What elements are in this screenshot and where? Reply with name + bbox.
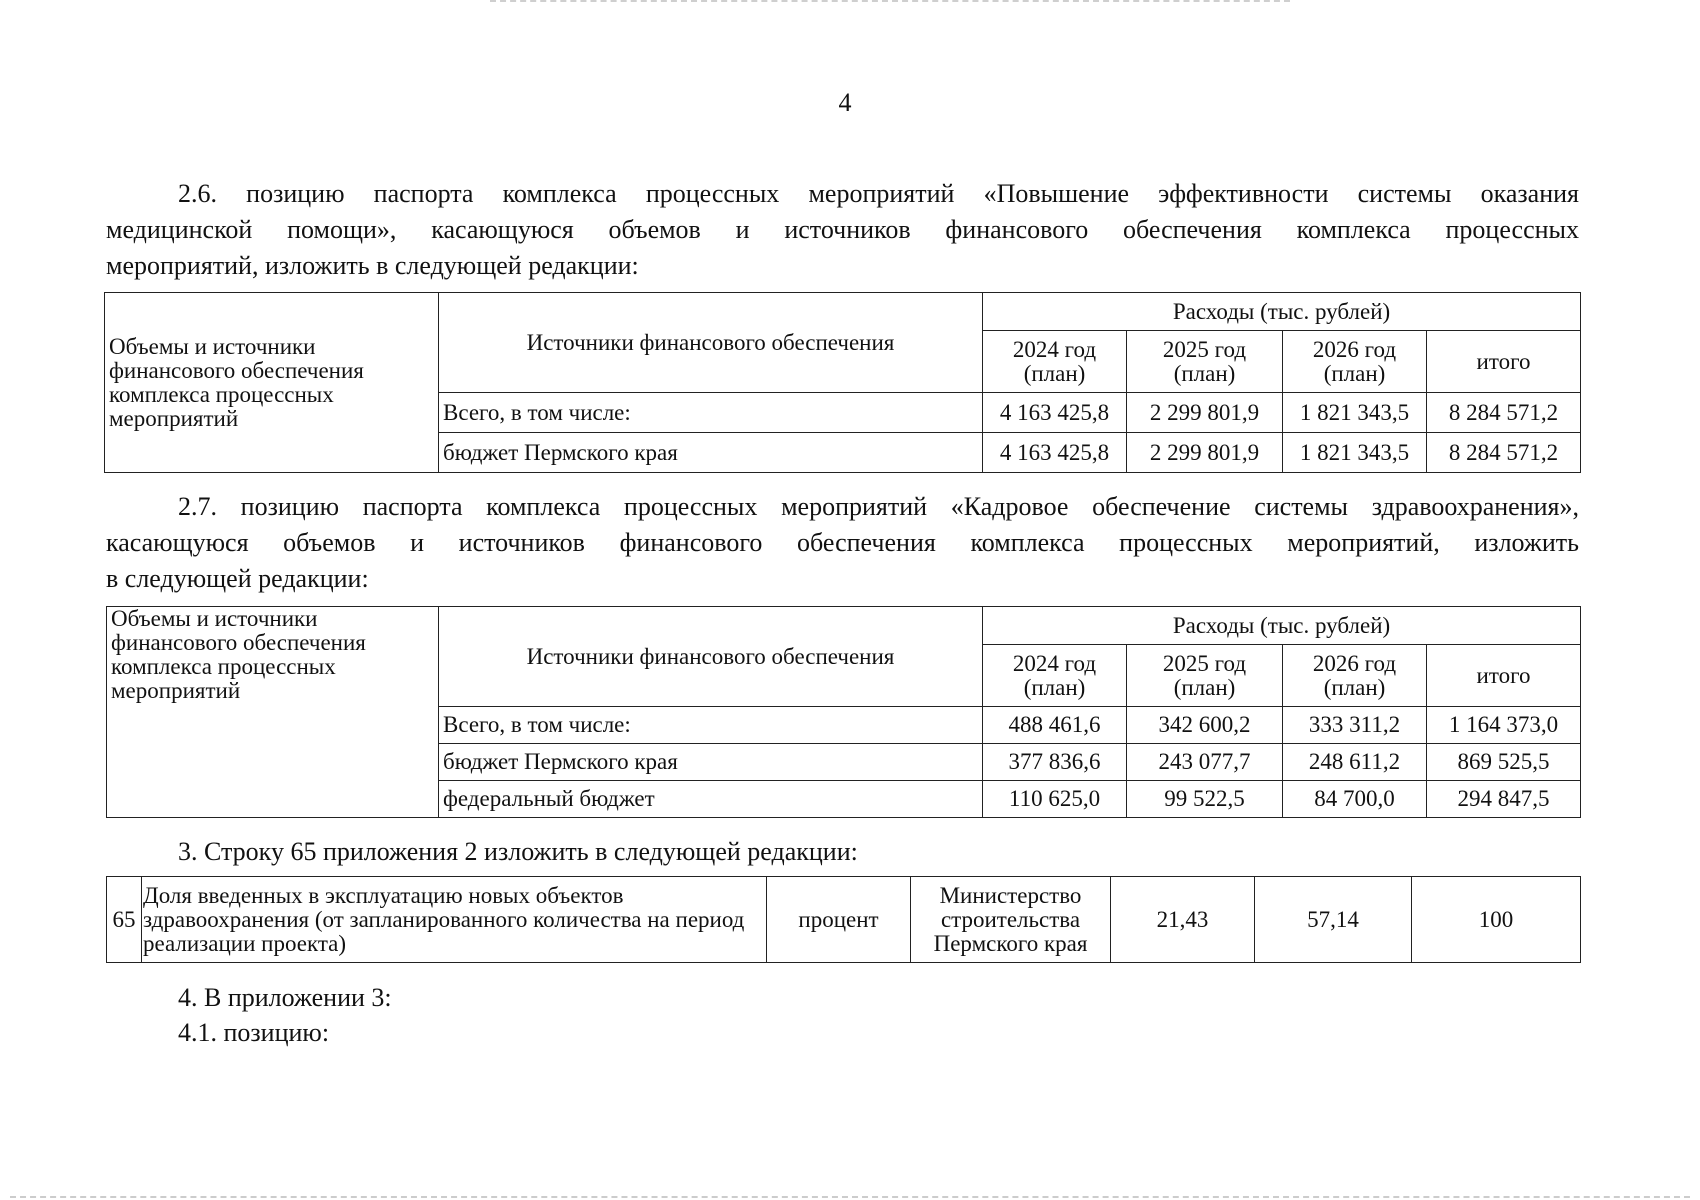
expenses-header: Расходы (тыс. рублей) bbox=[983, 607, 1581, 645]
source-cell: бюджет Пермского края bbox=[439, 433, 983, 473]
col-header-2025: 2025 год (план) bbox=[1127, 645, 1283, 707]
sources-header: Источники финансового обеспечения bbox=[439, 607, 983, 707]
col-header-2025: 2025 год (план) bbox=[1127, 331, 1283, 393]
value-total: 294 847,5 bbox=[1427, 781, 1581, 818]
value-2: 57,14 bbox=[1255, 877, 1412, 963]
col-header-total: итого bbox=[1427, 331, 1581, 393]
page-number: 4 bbox=[838, 88, 852, 117]
value-2024: 377 836,6 bbox=[983, 744, 1127, 781]
page-edge-top bbox=[490, 0, 1290, 4]
value-2024: 110 625,0 bbox=[983, 781, 1127, 818]
value-2025: 243 077,7 bbox=[1127, 744, 1283, 781]
table-row bbox=[107, 877, 1581, 963]
value-2025: 2 299 801,9 bbox=[1127, 393, 1283, 433]
col-header-2026: 2026 год (план) bbox=[1283, 645, 1427, 707]
col-header-2024: 2024 год (план) bbox=[983, 331, 1127, 393]
responsible-cell: Министерство строительства Пермского края bbox=[911, 877, 1111, 963]
section-3-heading: 3. Строку 65 приложения 2 изложить в следующей редакции: bbox=[178, 837, 858, 866]
page-edge-bottom bbox=[10, 1196, 1690, 1200]
col-header-total: итого bbox=[1427, 645, 1581, 707]
row-number: 65 bbox=[107, 877, 142, 963]
value-3: 100 bbox=[1412, 877, 1581, 963]
paragraph-2-7 bbox=[106, 489, 1579, 597]
value-total: 8 284 571,2 bbox=[1427, 393, 1581, 433]
value-2026: 248 611,2 bbox=[1283, 744, 1427, 781]
section-4-heading: 4. В приложении 3: bbox=[178, 983, 392, 1012]
value-2026: 84 700,0 bbox=[1283, 781, 1427, 818]
row-label-cell: Объемы и источники финансового обеспечения комплекса процессных мероприятий bbox=[107, 607, 439, 818]
row-label-cell: Объемы и источники финансового обеспечения комплекса процессных мероприятий bbox=[105, 293, 439, 473]
section-4-1-heading: 4.1. позицию: bbox=[178, 1018, 330, 1047]
value-2025: 342 600,2 bbox=[1127, 707, 1283, 744]
value-2024: 4 163 425,8 bbox=[983, 393, 1127, 433]
paragraph-2-6-line-2: медицинской помощи», касающуюся объемов и источников финансового обеспечения комплекса процессных bbox=[106, 215, 1579, 244]
paragraph-2-6 bbox=[106, 176, 1579, 284]
value-total: 869 525,5 bbox=[1427, 744, 1581, 781]
value-2026: 1 821 343,5 bbox=[1283, 433, 1427, 473]
financing-table-2-6 bbox=[104, 292, 1581, 473]
value-2026: 1 821 343,5 bbox=[1283, 393, 1427, 433]
paragraph-2-7-line-2: касающуюся объемов и источников финансового обеспечения комплекса процессных мероприятий, изложить bbox=[106, 528, 1579, 557]
indicator-name: Доля введенных в эксплуатацию новых объектов здравоохранения (от запланированного количества на период реализации проекта) bbox=[142, 877, 767, 963]
paragraph-2-6-line-3: мероприятий, изложить в следующей редакции: bbox=[106, 251, 639, 280]
financing-table-2-7 bbox=[106, 606, 1581, 818]
value-1: 21,43 bbox=[1111, 877, 1255, 963]
expenses-header: Расходы (тыс. рублей) bbox=[983, 293, 1581, 331]
paragraph-2-6-line-1: 2.6. позицию паспорта комплекса процессных мероприятий «Повышение эффективности системы оказания bbox=[178, 179, 1579, 208]
source-cell: Всего, в том числе: bbox=[439, 707, 983, 744]
source-cell: федеральный бюджет bbox=[439, 781, 983, 818]
sources-header: Источники финансового обеспечения bbox=[439, 293, 983, 393]
paragraph-2-7-line-3: в следующей редакции: bbox=[106, 564, 369, 593]
value-total: 1 164 373,0 bbox=[1427, 707, 1581, 744]
col-header-2026: 2026 год (план) bbox=[1283, 331, 1427, 393]
value-2024: 488 461,6 bbox=[983, 707, 1127, 744]
value-2024: 4 163 425,8 bbox=[983, 433, 1127, 473]
unit-cell: процент bbox=[767, 877, 911, 963]
source-cell: Всего, в том числе: bbox=[439, 393, 983, 433]
paragraph-2-7-line-1: 2.7. позицию паспорта комплекса процессных мероприятий «Кадровое обеспечение системы здравоохранения», bbox=[178, 492, 1579, 521]
source-cell: бюджет Пермского края bbox=[439, 744, 983, 781]
indicator-row-table bbox=[106, 876, 1581, 963]
value-2025: 99 522,5 bbox=[1127, 781, 1283, 818]
value-2026: 333 311,2 bbox=[1283, 707, 1427, 744]
value-2025: 2 299 801,9 bbox=[1127, 433, 1283, 473]
col-header-2024: 2024 год (план) bbox=[983, 645, 1127, 707]
value-total: 8 284 571,2 bbox=[1427, 433, 1581, 473]
